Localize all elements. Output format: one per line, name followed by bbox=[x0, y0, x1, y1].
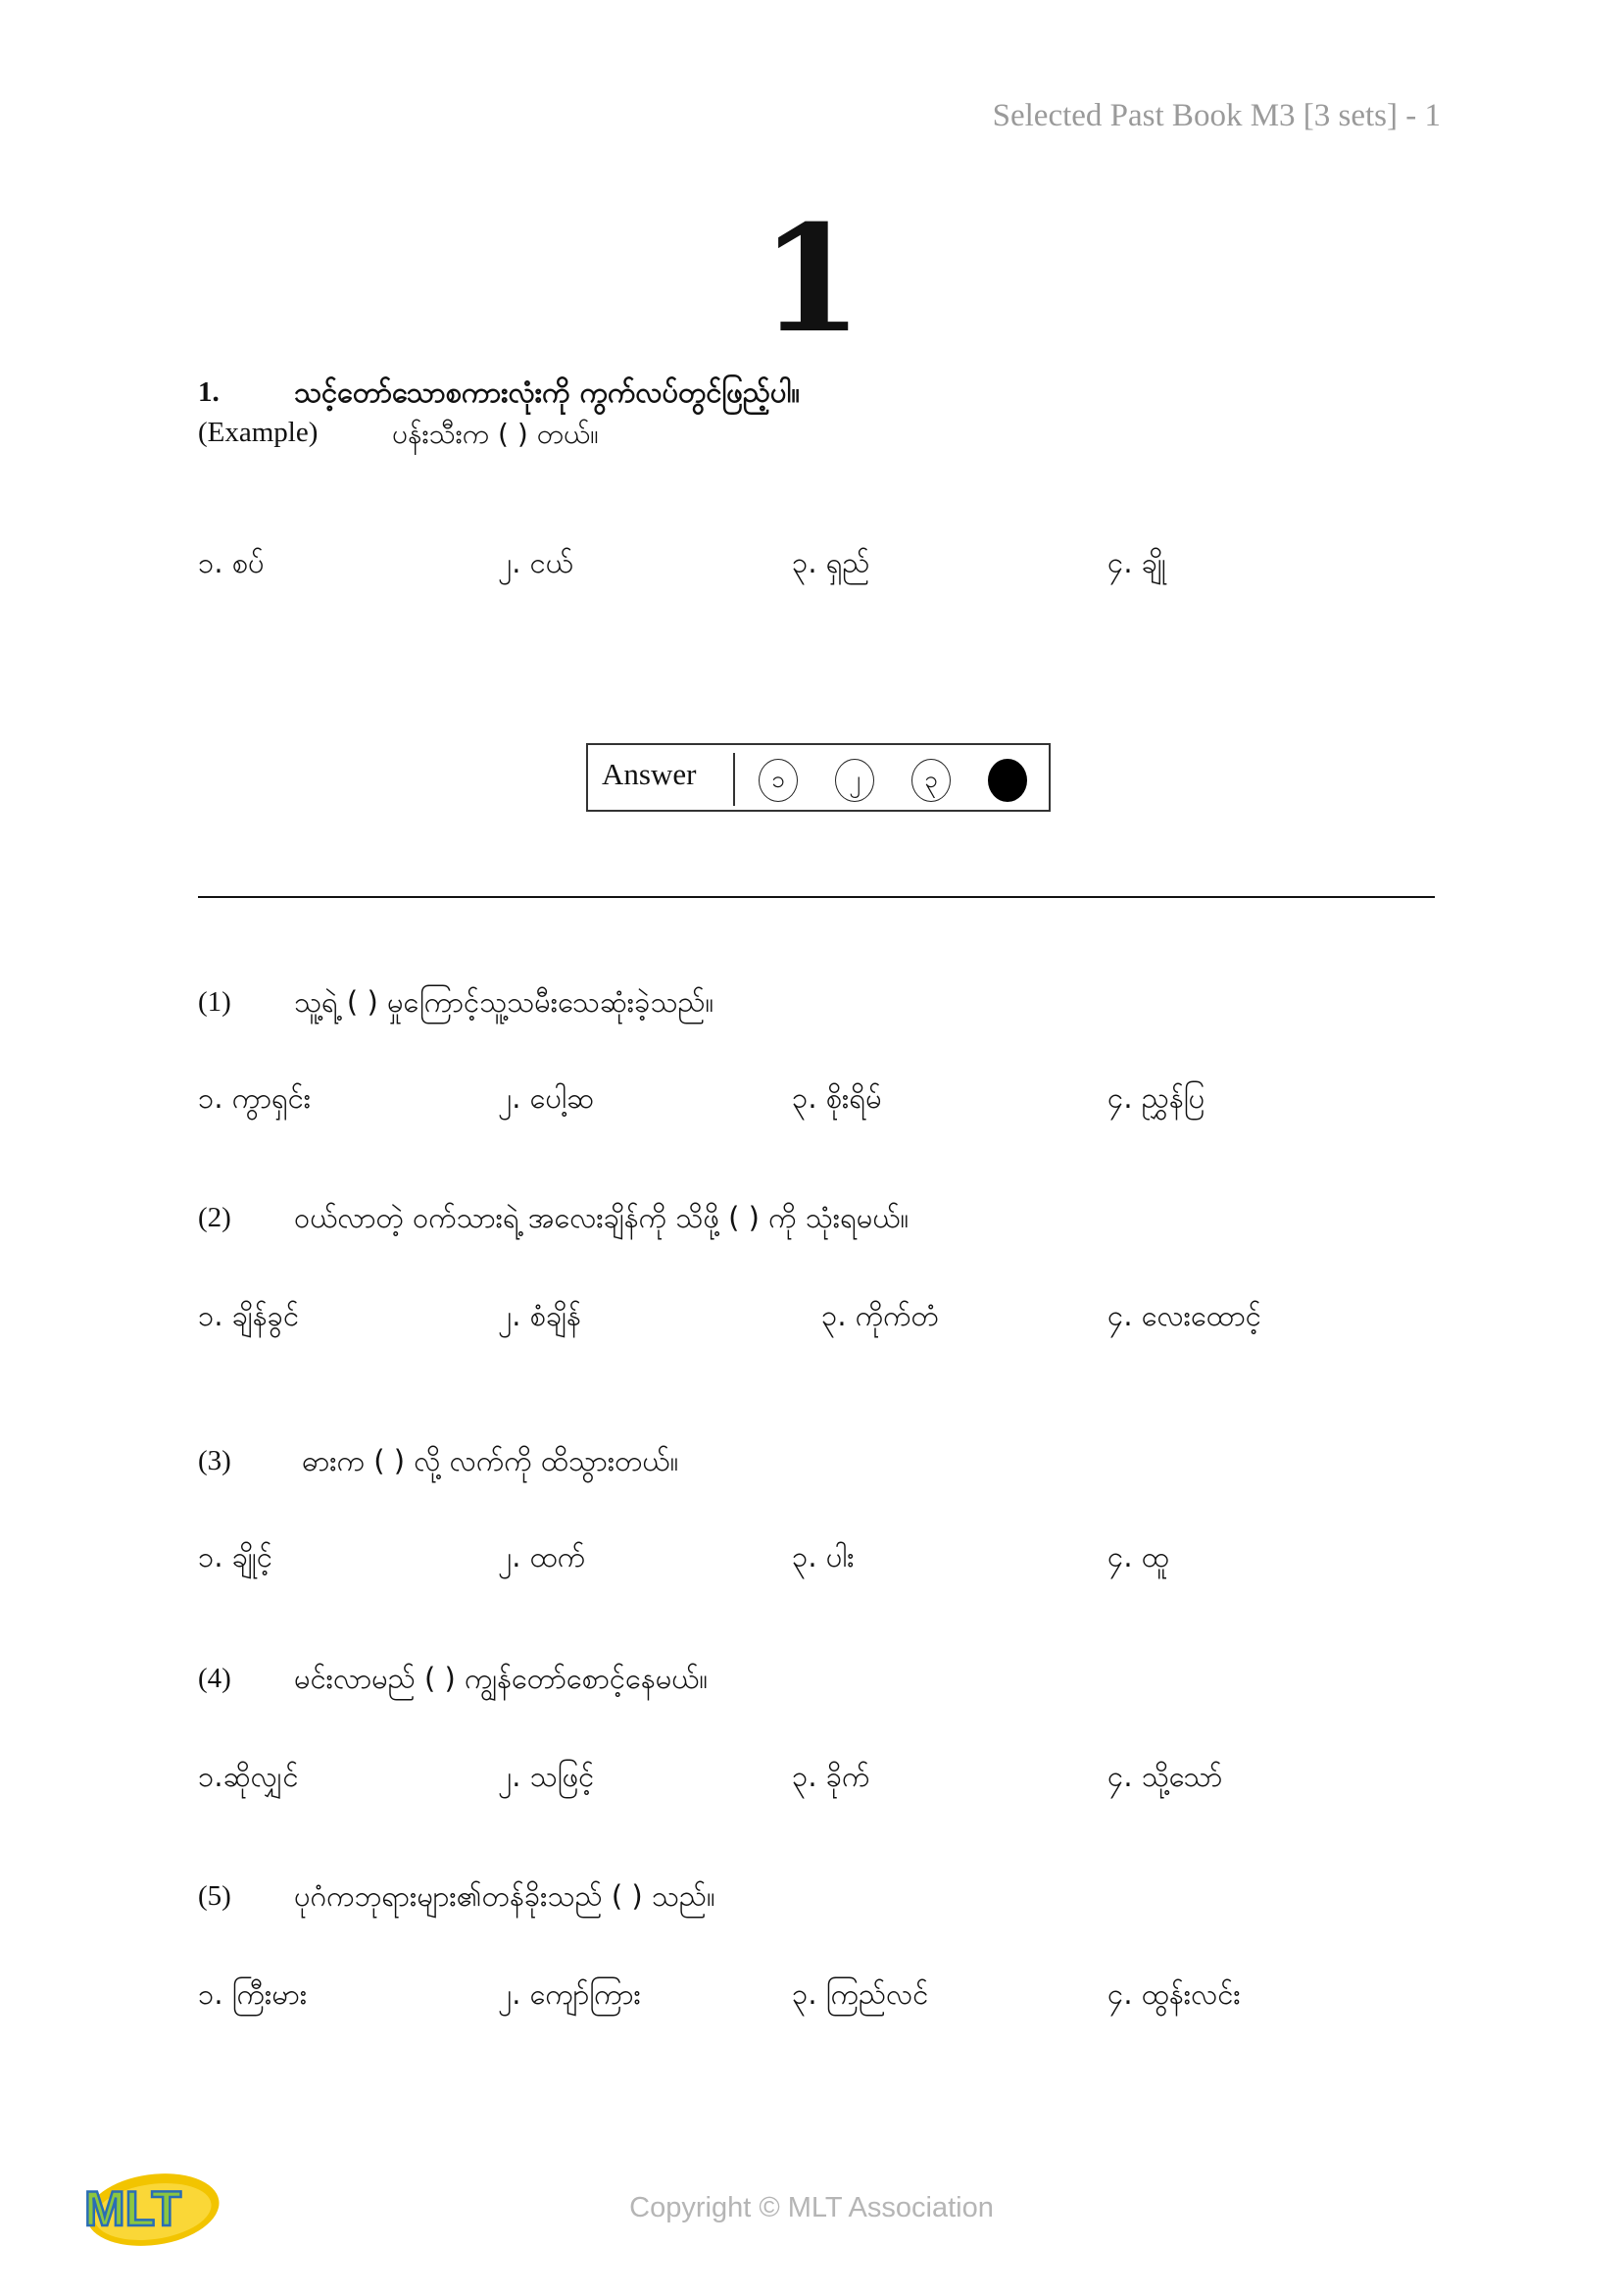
answer-bubble-3[interactable]: ၃ bbox=[911, 759, 951, 802]
option-4: ၄. လေးထောင့် bbox=[1107, 1299, 1261, 1332]
question-4 bbox=[0, 1657, 1623, 1814]
example-options bbox=[0, 545, 1623, 594]
question-1 bbox=[0, 980, 1623, 1137]
option-1: ၁. ကြီးမား bbox=[198, 1977, 308, 2011]
option-4: ၄. သို့သော် bbox=[1107, 1760, 1223, 1793]
question-2 bbox=[0, 1196, 1623, 1353]
example-label: (Example) bbox=[198, 417, 319, 448]
page-number: 1 bbox=[760, 193, 863, 366]
option-4: ၄. ညွှန်ပြ bbox=[1107, 1081, 1205, 1115]
footer-copyright: Copyright © MLT Association bbox=[629, 2192, 994, 2223]
answer-bubble-4-selected[interactable] bbox=[988, 759, 1027, 802]
option-2: ၂. ထက် bbox=[498, 1540, 586, 1573]
option-4: ၄. ထူ bbox=[1107, 1540, 1169, 1573]
example-option-3: ၃. ရှည် bbox=[792, 546, 870, 579]
option-3: ၃. ခိုက် bbox=[792, 1760, 870, 1793]
option-3: ၃. ကြည်လင် bbox=[792, 1977, 929, 2011]
option-3: ၃. ကိုက်တံ bbox=[821, 1299, 939, 1332]
question-text: ဓားက ( ) လို့ လက်ကို ထိသွားတယ်။ bbox=[302, 1444, 679, 1477]
option-3: ၃. စိုးရိမ် bbox=[792, 1081, 882, 1115]
answer-box bbox=[586, 743, 1051, 812]
question-number: (2) bbox=[198, 1202, 231, 1233]
question-text: ပုဂံကဘုရားများ၏တန်ခိုးသည် ( ) သည်။ bbox=[294, 1879, 715, 1913]
example-option-1: ၁. စပ် bbox=[198, 546, 265, 579]
question-number: (3) bbox=[198, 1445, 231, 1476]
option-1: ၁.ဆိုလျှင် bbox=[198, 1760, 299, 1793]
question-text: မင်းလာမည် ( ) ကျွန်တော်စောင့်နေမယ်။ bbox=[294, 1662, 709, 1695]
option-2: ၂. ကျော်ကြား bbox=[498, 1977, 641, 2011]
option-1: ၁. ကွာရှင်း bbox=[198, 1081, 312, 1115]
example-question: ပန်းသီးက ( ) တယ်။ bbox=[392, 418, 599, 450]
instruction-text: သင့်တော်သောစကားလုံးကို ကွက်လပ်တွင်ဖြည့်ပါ။ bbox=[294, 375, 801, 409]
question-number: (4) bbox=[198, 1663, 231, 1694]
svg-text:MLT: MLT bbox=[84, 2181, 182, 2236]
question-text: သူ့ရဲ့ ( ) မှုကြောင့်သူ့သမီးသေဆုံးခဲ့သည်။ bbox=[294, 985, 714, 1019]
instruction-number: 1. bbox=[198, 376, 220, 408]
option-1: ၁. ချိုင့် bbox=[198, 1540, 272, 1573]
page-header: Selected Past Book M3 [3 sets] - 1 bbox=[992, 98, 1441, 133]
answer-separator bbox=[733, 753, 735, 806]
option-3: ၃. ပါး bbox=[792, 1540, 855, 1573]
question-5 bbox=[0, 1874, 1623, 2031]
question-3 bbox=[0, 1439, 1623, 1596]
answer-bubble-1[interactable]: ၁ bbox=[759, 759, 798, 802]
question-number: (1) bbox=[198, 986, 231, 1018]
example-option-2: ၂. ငယ် bbox=[498, 546, 573, 579]
option-4: ၄. ထွန်းလင်း bbox=[1107, 1977, 1241, 2011]
option-1: ၁. ချိန်ခွင် bbox=[198, 1299, 300, 1332]
option-2: ၂. သဖြင့် bbox=[498, 1760, 595, 1793]
question-number: (5) bbox=[198, 1880, 231, 1912]
example-option-4: ၄. ချို bbox=[1107, 546, 1166, 579]
option-2: ၂. ပေါ့ဆ bbox=[498, 1081, 595, 1115]
option-2: ၂. စံချိန် bbox=[498, 1299, 581, 1332]
answer-bubble-2[interactable]: ၂ bbox=[835, 759, 874, 802]
question-text: ဝယ်လာတဲ့ ဝက်သားရဲ့ အလေးချိန်ကို သိဖို့ ( ) ကို သုံးရမယ်။ bbox=[294, 1201, 910, 1234]
section-divider bbox=[198, 896, 1435, 898]
answer-label: Answer bbox=[602, 757, 697, 791]
